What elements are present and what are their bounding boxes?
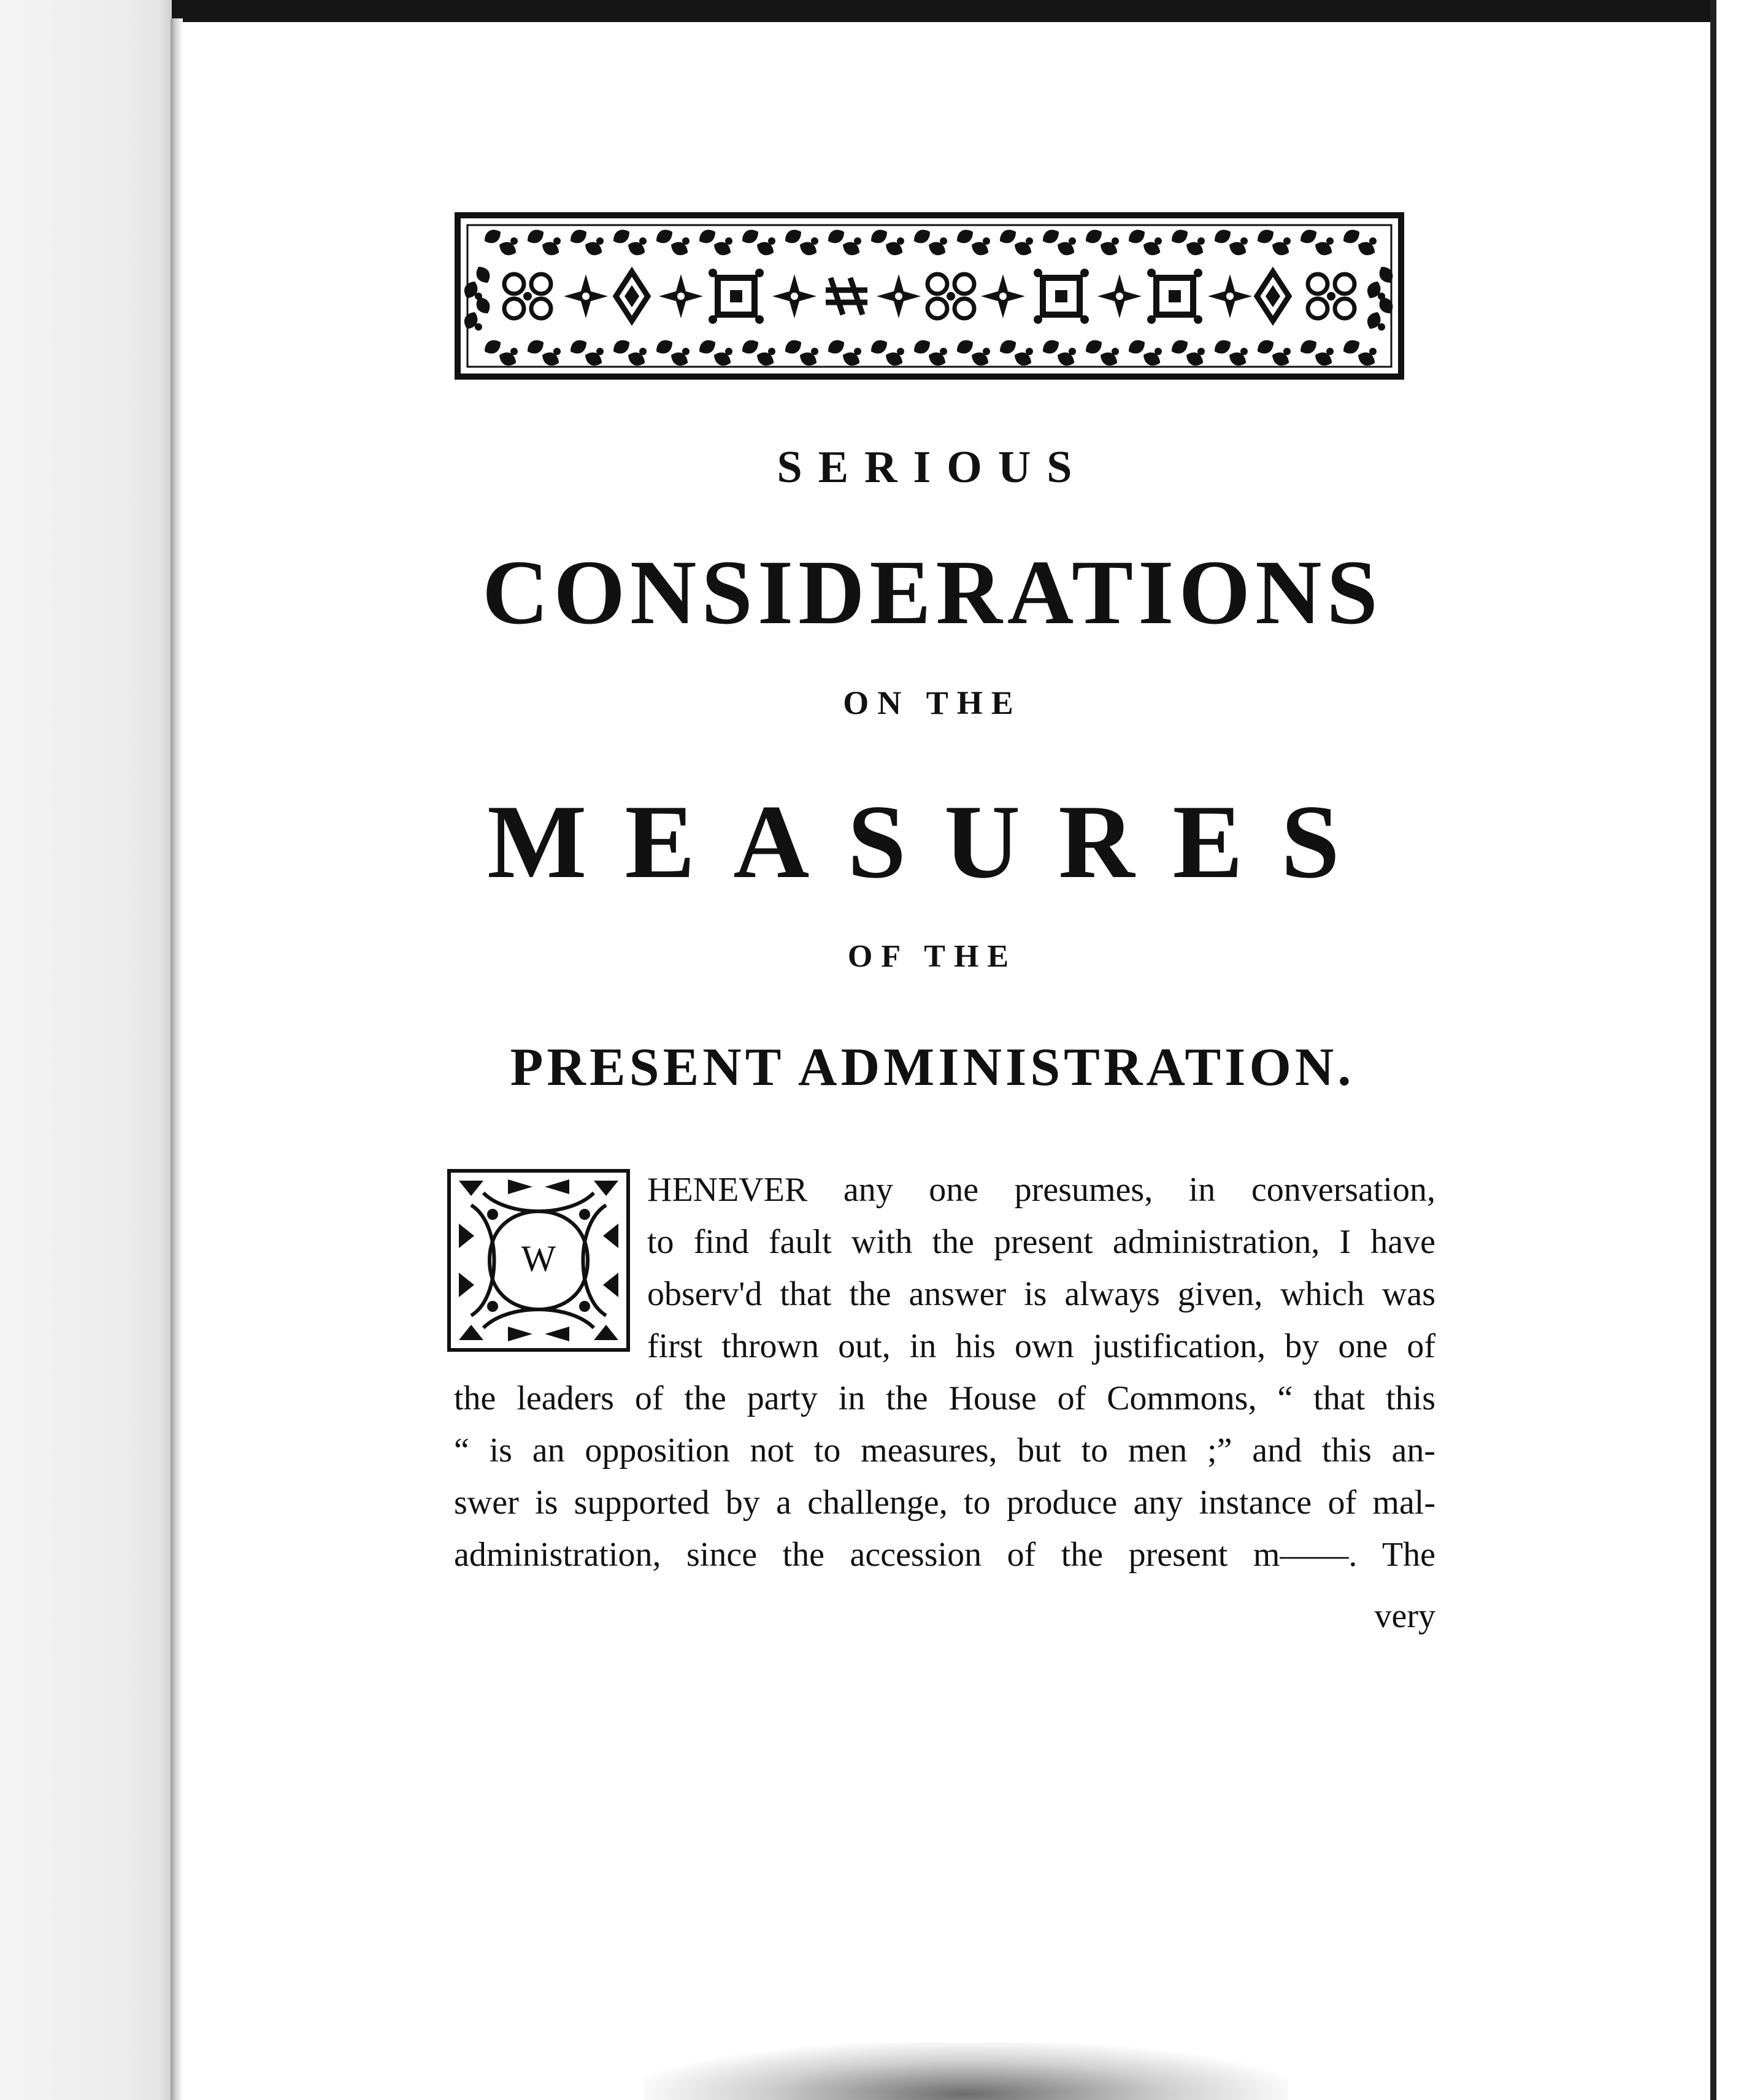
- catchword: very: [1374, 1597, 1435, 1635]
- scan-left-margin: [0, 0, 172, 2100]
- scan-right-edge: [1710, 0, 1716, 2100]
- title-measures: MEASURES: [487, 784, 1378, 900]
- title-considerations: CONSIDERATIONS: [482, 542, 1383, 643]
- title-on-the: ON THE: [843, 684, 1022, 721]
- scan-top-edge: [0, 0, 1752, 22]
- body-line-1: HENEVER any one presumes, in conversation,: [647, 1171, 1435, 1209]
- body-line-3: observ'd that the answer is always given, which was: [647, 1275, 1435, 1313]
- body-line-5: the leaders of the party in the House of Commons, “ that this: [454, 1379, 1435, 1417]
- body-line-4: first thrown out, in his own justification, by one of: [647, 1327, 1435, 1365]
- page-gutter-shadow: [171, 18, 183, 2100]
- body-line-2: to find fault with the present administration, I have: [647, 1223, 1435, 1261]
- dropcap-letter: W: [521, 1238, 556, 1279]
- title-serious: SERIOUS: [777, 442, 1088, 492]
- body-line-8: administration, since the accession of the present m——. The: [454, 1536, 1435, 1574]
- scan-bottom-smudge: [644, 2042, 1288, 2100]
- body-line-7: swer is supported by a challenge, to produce any instance of mal-: [454, 1484, 1435, 1522]
- title-present-administration: PRESENT ADMINISTRATION.: [510, 1038, 1355, 1097]
- title-of-the: OF THE: [847, 939, 1018, 974]
- headpiece-ornament: [454, 212, 1405, 380]
- body-line-6: “ is an opposition not to measures, but to men ;” and this an-: [454, 1431, 1435, 1470]
- dropcap-ornament: [447, 1168, 631, 1352]
- scan-right-margin: [1716, 0, 1752, 2100]
